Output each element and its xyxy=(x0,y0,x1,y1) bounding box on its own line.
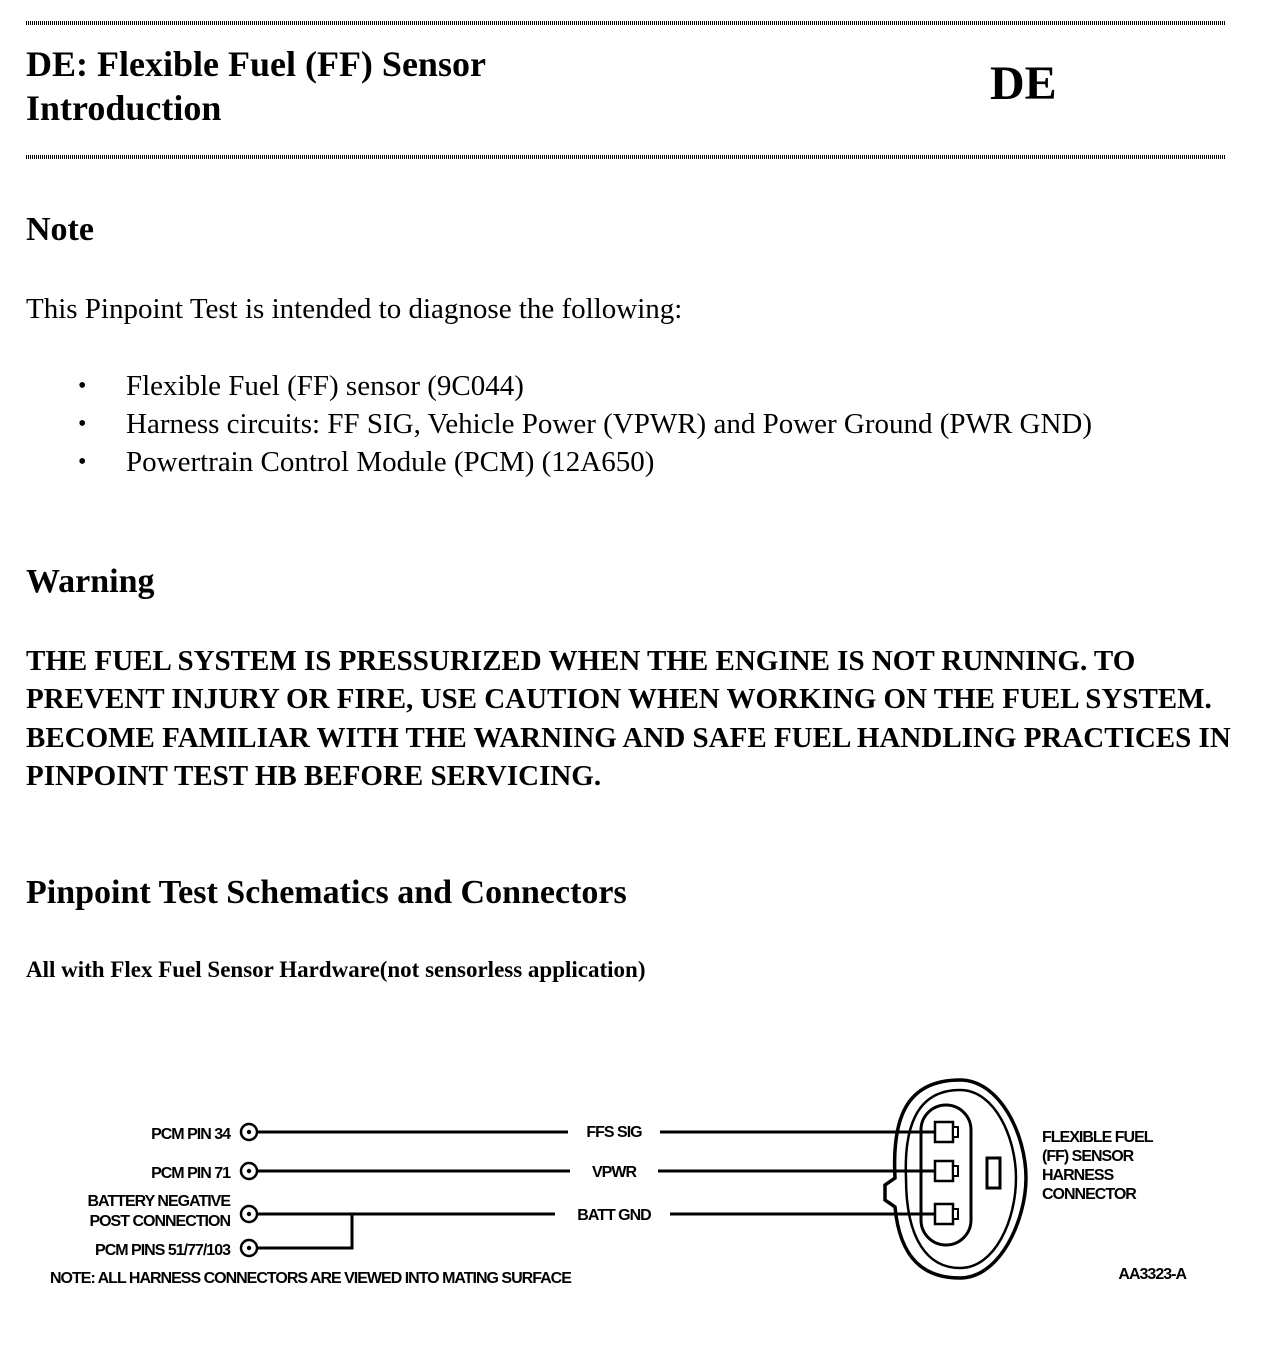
pin-label-pcm-51-77-103: PCM PINS 51/77/103 xyxy=(95,1242,230,1259)
terminal-dot xyxy=(247,1169,251,1173)
connector-pin-1 xyxy=(935,1122,953,1142)
wire-ground-tie xyxy=(257,1214,352,1248)
schematics-heading: Pinpoint Test Schematics and Connectors xyxy=(26,874,627,911)
figure-id: AA3323-A xyxy=(1118,1266,1186,1283)
warning-heading: Warning xyxy=(26,563,155,600)
pin-label-battery-negative: BATTERY NEGATIVE xyxy=(87,1193,230,1210)
page-title xyxy=(26,42,486,130)
connector-key xyxy=(987,1158,1000,1188)
note-heading: Note xyxy=(26,211,94,248)
note-intro: This Pinpoint Test is intended to diagnose the following: xyxy=(26,293,683,325)
connector-label-line-3: HARNESS xyxy=(1042,1167,1114,1184)
header-bottom-rule xyxy=(26,155,1226,159)
terminal-dot xyxy=(247,1212,251,1216)
schematics-subheading: All with Flex Fuel Sensor Hardware(not sensorless application) xyxy=(26,957,646,982)
warning-text: THE FUEL SYSTEM IS PRESSURIZED WHEN THE ENGINE IS NOT RUNNING. TO PREVENT INJURY OR FIRE, USE CAUTION WHEN WORKING ON THE FUEL SYSTEM. BECOME FAMILIAR WITH THE WARNING AND SAFE FUEL HANDLING PRACTICES IN PINPOINT TEST HB BEFORE SERVICING. xyxy=(26,645,1231,793)
diagram-note: NOTE: ALL HARNESS CONNECTORS ARE VIEWED INTO MATING SURFACE xyxy=(50,1270,571,1287)
pin-label-pcm-34: PCM PIN 34 xyxy=(151,1126,230,1143)
title-line-2: Introduction xyxy=(26,88,222,128)
pin-latch xyxy=(953,1209,958,1219)
circuit-label-batt-gnd: BATT GND xyxy=(577,1207,651,1224)
section-code: DE xyxy=(990,57,1057,110)
connector-pin-2 xyxy=(935,1161,953,1181)
top-rule xyxy=(26,21,1226,25)
harness-connector xyxy=(885,1080,1026,1278)
pin-label-post-connection: POST CONNECTION xyxy=(89,1213,230,1230)
connector-label-line-2: (FF) SENSOR xyxy=(1042,1148,1134,1165)
pin-latch xyxy=(953,1127,958,1137)
diagnose-list xyxy=(26,367,1186,481)
list-item: • Flexible Fuel (FF) sensor (9C044) xyxy=(26,367,1186,405)
pin-latch xyxy=(953,1166,958,1176)
circuit-label-ffs-sig: FFS SIG xyxy=(586,1124,642,1141)
terminal-dot xyxy=(247,1130,251,1134)
connector-label-line-1: FLEXIBLE FUEL xyxy=(1042,1129,1153,1146)
terminal-dot xyxy=(247,1246,251,1250)
connector-label-line-4: CONNECTOR xyxy=(1042,1186,1136,1203)
connector-pin-3 xyxy=(935,1204,953,1224)
list-item: • Powertrain Control Module (PCM) (12A650) xyxy=(26,443,1186,481)
circuit-label-vpwr: VPWR xyxy=(592,1164,636,1181)
pin-label-pcm-71: PCM PIN 71 xyxy=(151,1165,230,1182)
wiring-schematic xyxy=(0,1060,1264,1300)
list-item: • Harness circuits: FF SIG, Vehicle Power (VPWR) and Power Ground (PWR GND) xyxy=(26,405,1186,443)
title-line-1: DE: Flexible Fuel (FF) Sensor xyxy=(26,44,486,84)
